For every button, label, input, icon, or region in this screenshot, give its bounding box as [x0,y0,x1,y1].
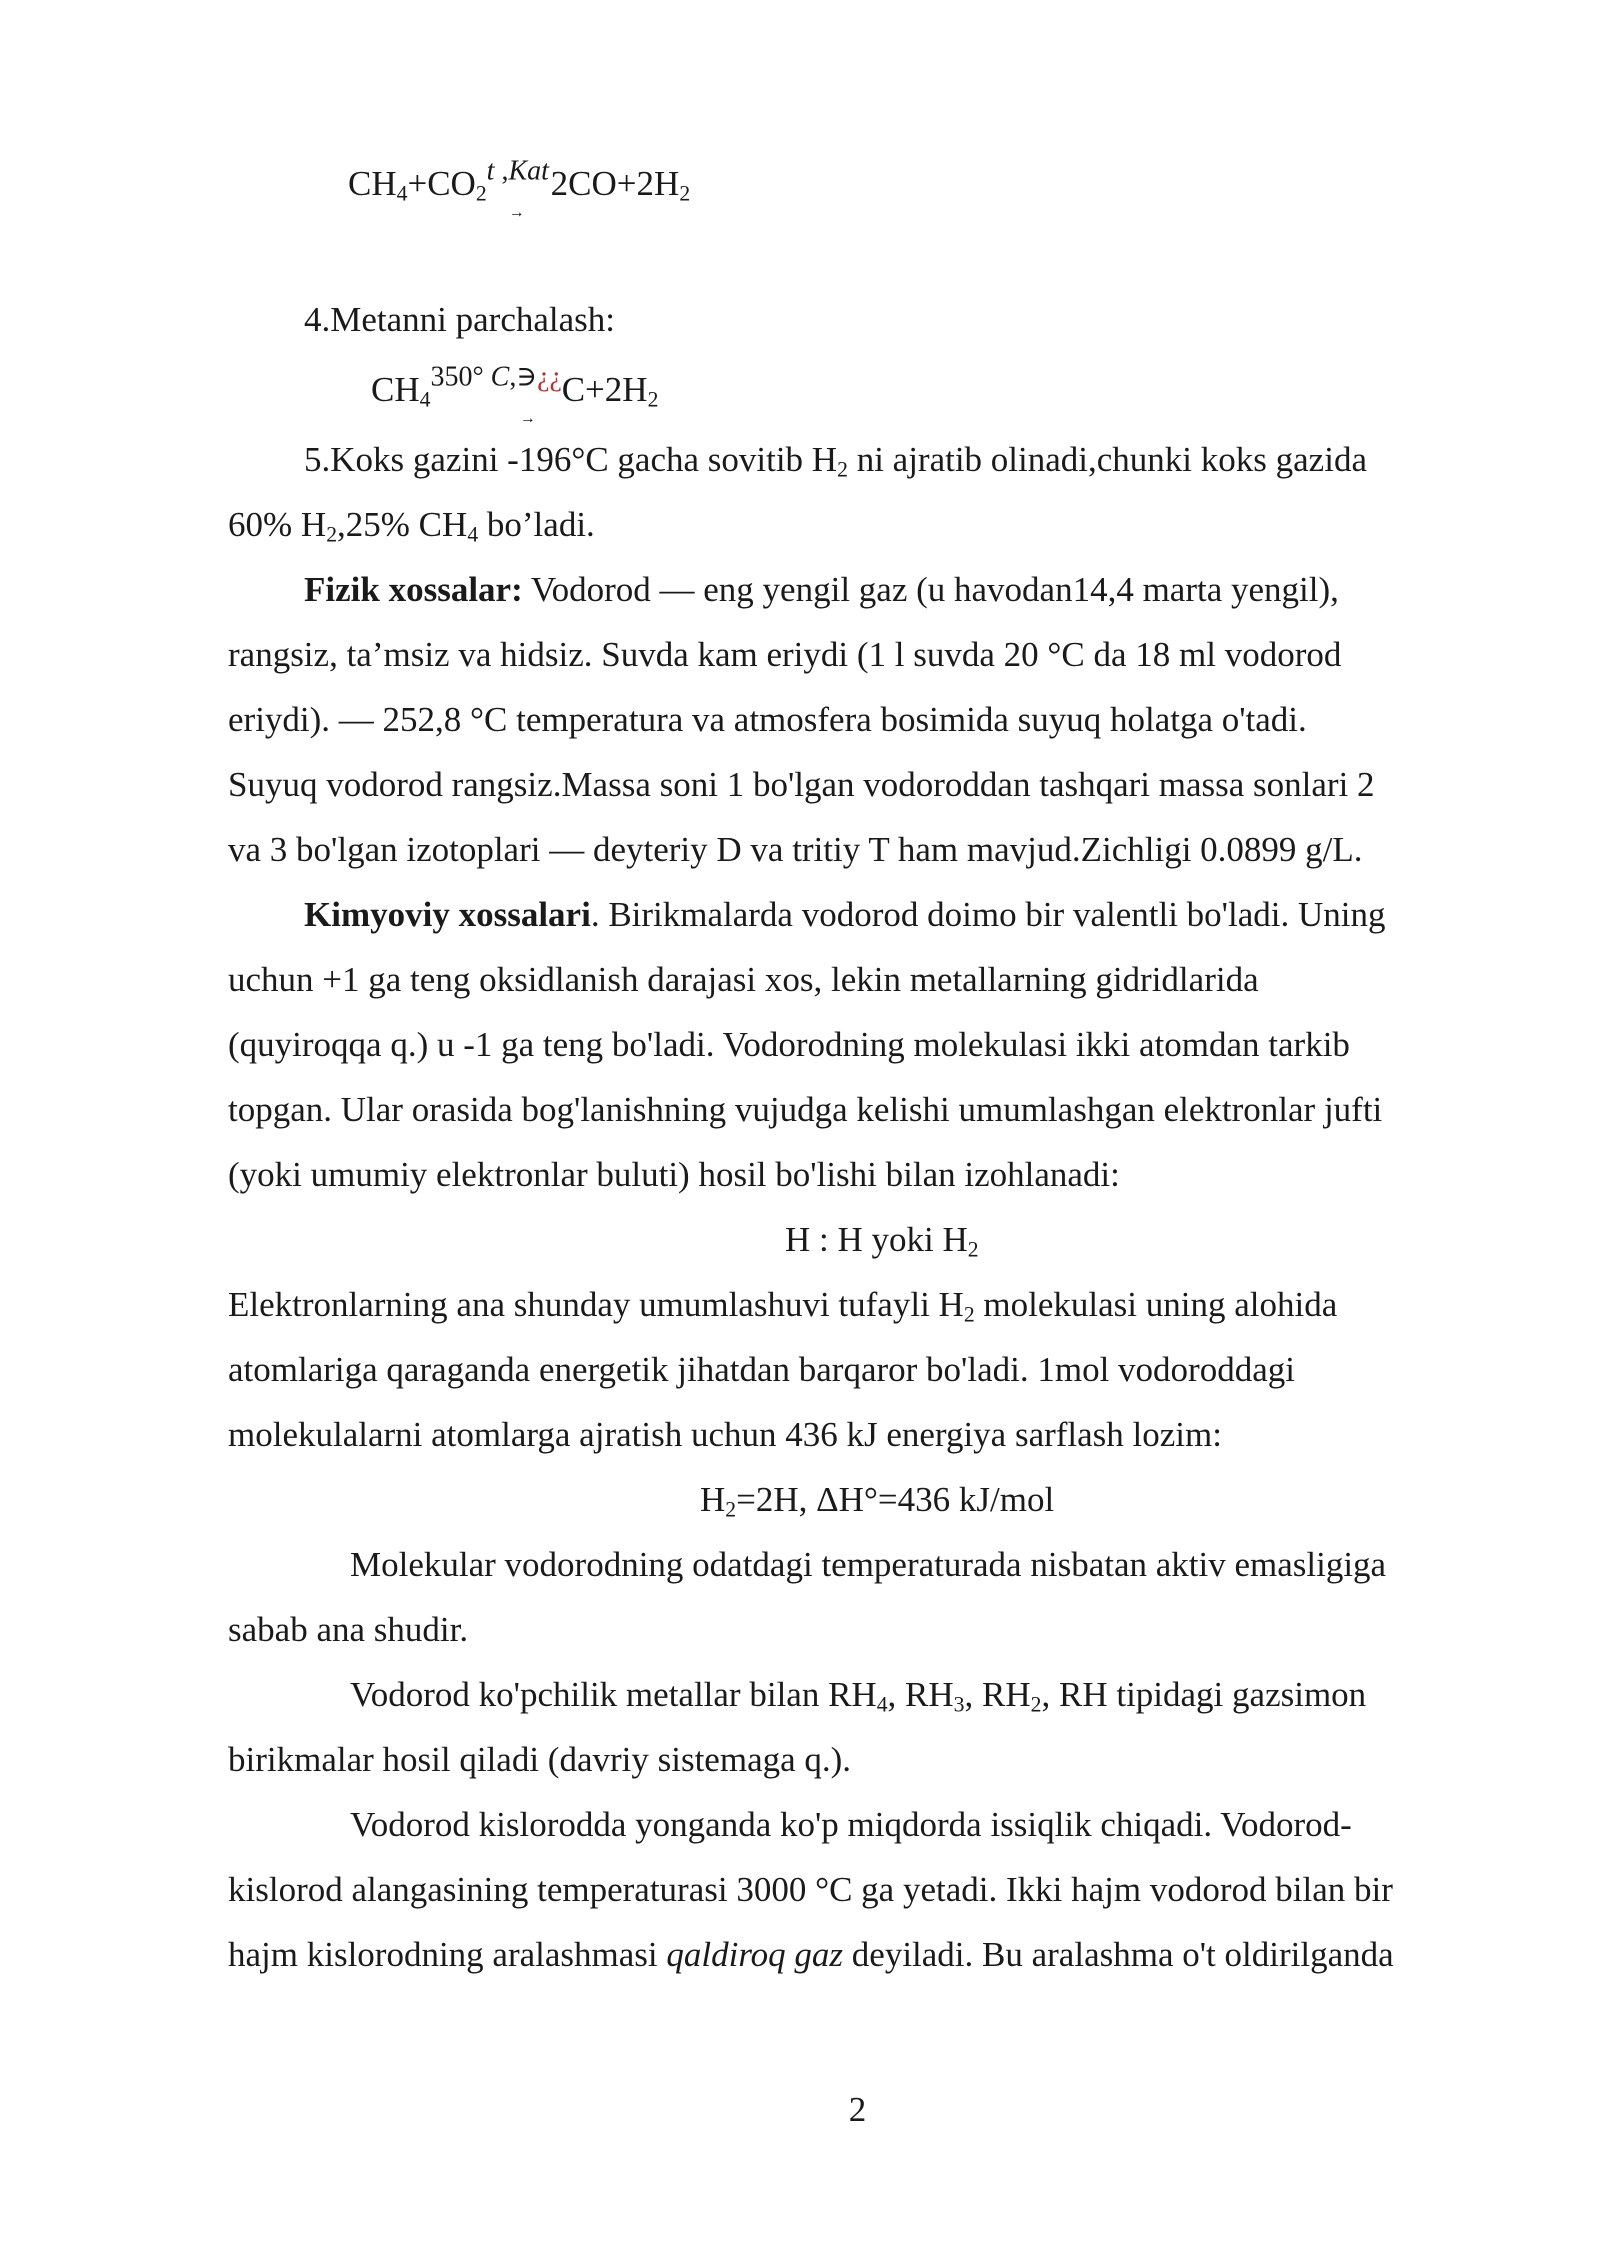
chemical-properties-line-5: (yoki umumiy elektronlar buluti) hosil bo'lishi bilan izohlanadi: [228,1155,1120,1194]
chemical-properties-line-2: uchun +1 ga teng oksidlanish darajasi xos, lekin metallarning gidridlarida [228,960,1259,999]
electron-paragraph-line-2: atomlariga qaraganda energetik jihatdan barqaror bo'ladi. 1mol vodoroddagi [228,1350,1295,1389]
oxygen-paragraph-line-2: kislorod alangasining temperaturasi 3000 °C ga yetadi. Ikki hajm vodorod bilan bir [228,1870,1393,1909]
electron-paragraph-line-1: Elektronlarning ana shunday umumlashuvi tufayli $H_2$ molekulasi uning alohida [228,1285,1338,1327]
equation-h2-dissociation: $H_2=2H$, ΔH°=436 kJ/mol [700,1480,1055,1522]
metal-paragraph-line-1: Vodorod ko'pchilik metallar bilan $RH_4$, $RH_3$, $RH_2$, RH tipidagi gazsimon [350,1675,1367,1717]
oxygen-paragraph-line-3: hajm kislorodning aralashmasi qaldiroq gaz deyiladi. Bu aralashma o't oldirilganda [228,1935,1394,1974]
equation-methane-co2: $CH_4+CO_2^{t ,Kat}\to 2CO+2H_2$ [348,155,691,221]
term-qaldiroq-gaz: qaldiroq gaz [666,1935,844,1974]
physical-properties-line-1: Fizik xossalar: Vodorod — eng yengil gaz (u havodan14,4 marta yengil), [304,570,1339,609]
molecular-paragraph-line-2: sabab ana shudir. [228,1610,469,1649]
physical-properties-line-5: va 3 bo'lgan izotoplari — deyteriy D va tritiy T ham mavjud.Zichligi 0.0899 g/L. [228,830,1363,869]
chemical-properties-line-3: (quyiroqqa q.) u -1 ga teng bo'ladi. Vodorodning molekulasi ikki atomdan tarkib [228,1025,1350,1064]
metal-paragraph-line-2: birikmalar hosil qiladi (davriy sistemaga q.). [228,1740,852,1779]
coke-gas-paragraph-line-2: 60% $H_2,25\%$ $CH_4$ bo’ladi. [228,505,595,547]
chemical-properties-line-1: Kimyoviy xossalari. Birikmalarda vodorod doimo bir valentli bo'ladi. Uning [304,895,1386,934]
chemical-properties-title: Kimyoviy xossalari [304,895,591,934]
equation-h-bond: H : H yoki $H_2$ [785,1220,979,1262]
equation-methane-decomposition: $CH_4^{350^\circ C,∋¿¿}\to C+2H_2$ [371,361,659,427]
chemical-properties-line-4: topgan. Ular orasida bog'lanishning vujudga kelishi umumlashgan elektronlar jufti [228,1090,1383,1129]
oxygen-paragraph-line-1: Vodorod kislorodda yonganda ko'p miqdorda issiqlik chiqadi. Vodorod- [350,1805,1352,1844]
physical-properties-title: Fizik xossalar: [304,570,523,609]
coke-gas-paragraph-line-1: 5.Koks gazini -196°C gacha sovitib $H_2$ ni ajratib olinadi,chunki koks gazida [304,440,1367,482]
methane-decomposition-heading: 4.Metanni parchalash: [304,300,616,339]
page-number: 2 [848,2090,867,2129]
electron-paragraph-line-3: molekulalarni atomlarga ajratish uchun 436 kJ energiya sarflash lozim: [228,1415,1222,1454]
physical-properties-line-4: Suyuq vodorod rangsiz.Massa soni 1 bo'lgan vodoroddan tashqari massa sonlari 2 [228,765,1375,804]
physical-properties-line-3: eriydi). — 252,8 °C temperatura va atmosfera bosimida suyuq holatga o'tadi. [228,700,1307,739]
molecular-paragraph-line-1: Molekular vodorodning odatdagi temperaturada nisbatan aktiv emasligiga [350,1545,1387,1584]
physical-properties-line-2: rangsiz, ta’msiz va hidsiz. Suvda kam eriydi (1 l suvda 20 °C da 18 ml vodorod [228,635,1342,674]
